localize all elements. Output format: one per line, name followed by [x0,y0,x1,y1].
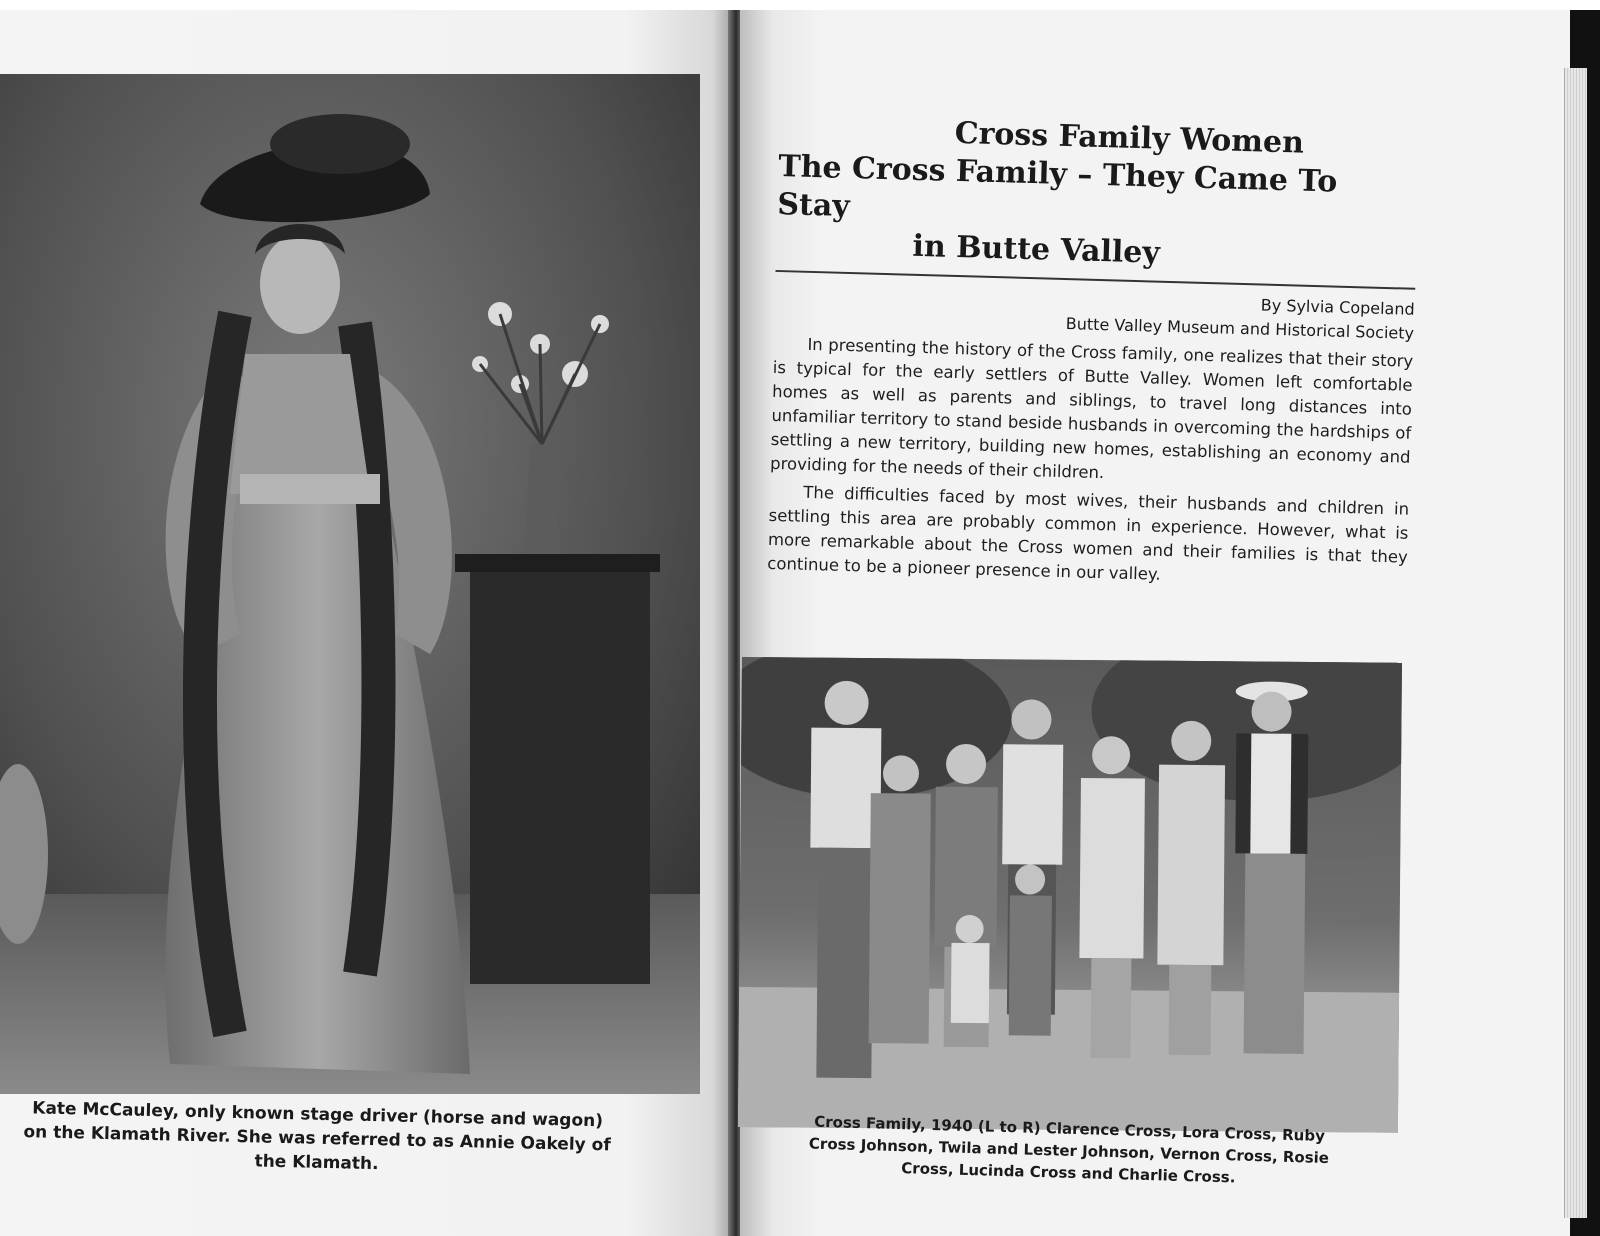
article-paragraph-1: In presenting the history of the Cross family, one realizes that their story is typical for the early settlers of Butte Valley. Women left comfortable homes as well as parents and siblings, to travel long distances into unfamiliar territory to stand beside husbands in overcoming the hardships of settling a new territory, building new homes, establishing an economy and providing for the needs of their children. [769,334,1414,483]
cross-family-photo [738,657,1402,1133]
article-paragraph-2: The difficulties faced by most wives, their husbands and children in settling this area are probably common in experience. However, what is more remarkable about the Cross women and their families is that they continue to be a pioneer presence in our valley. [767,482,1410,584]
kate-photo-caption: Kate McCauley, only known stage driver (horse and wagon) on the Klamath River. She was referred to as Annie Oakely of the Klamath. [23,1098,611,1175]
article-title-line-3: in Butte Valley [912,228,1161,271]
article-title-line-1: Cross Family Women [954,115,1305,161]
byline-organization: Butte Valley Museum and Historical Society [1065,314,1415,343]
article-title-line-2: The Cross Family – They Came To Stay [776,148,1338,224]
article-block [767,110,1420,594]
byline-author: By Sylvia Copeland [1260,295,1415,319]
family-photo-caption: Cross Family, 1940 (L to R) Clarence Cross, Lora Cross, Ruby Cross Johnson, Twila and Lester Johnson, Vernon Cross, Rosie Cross, Lucinda Cross and Charlie Cross. [808,1112,1330,1187]
page-edges [1564,68,1587,1218]
kate-mccauley-photo [0,74,700,1094]
